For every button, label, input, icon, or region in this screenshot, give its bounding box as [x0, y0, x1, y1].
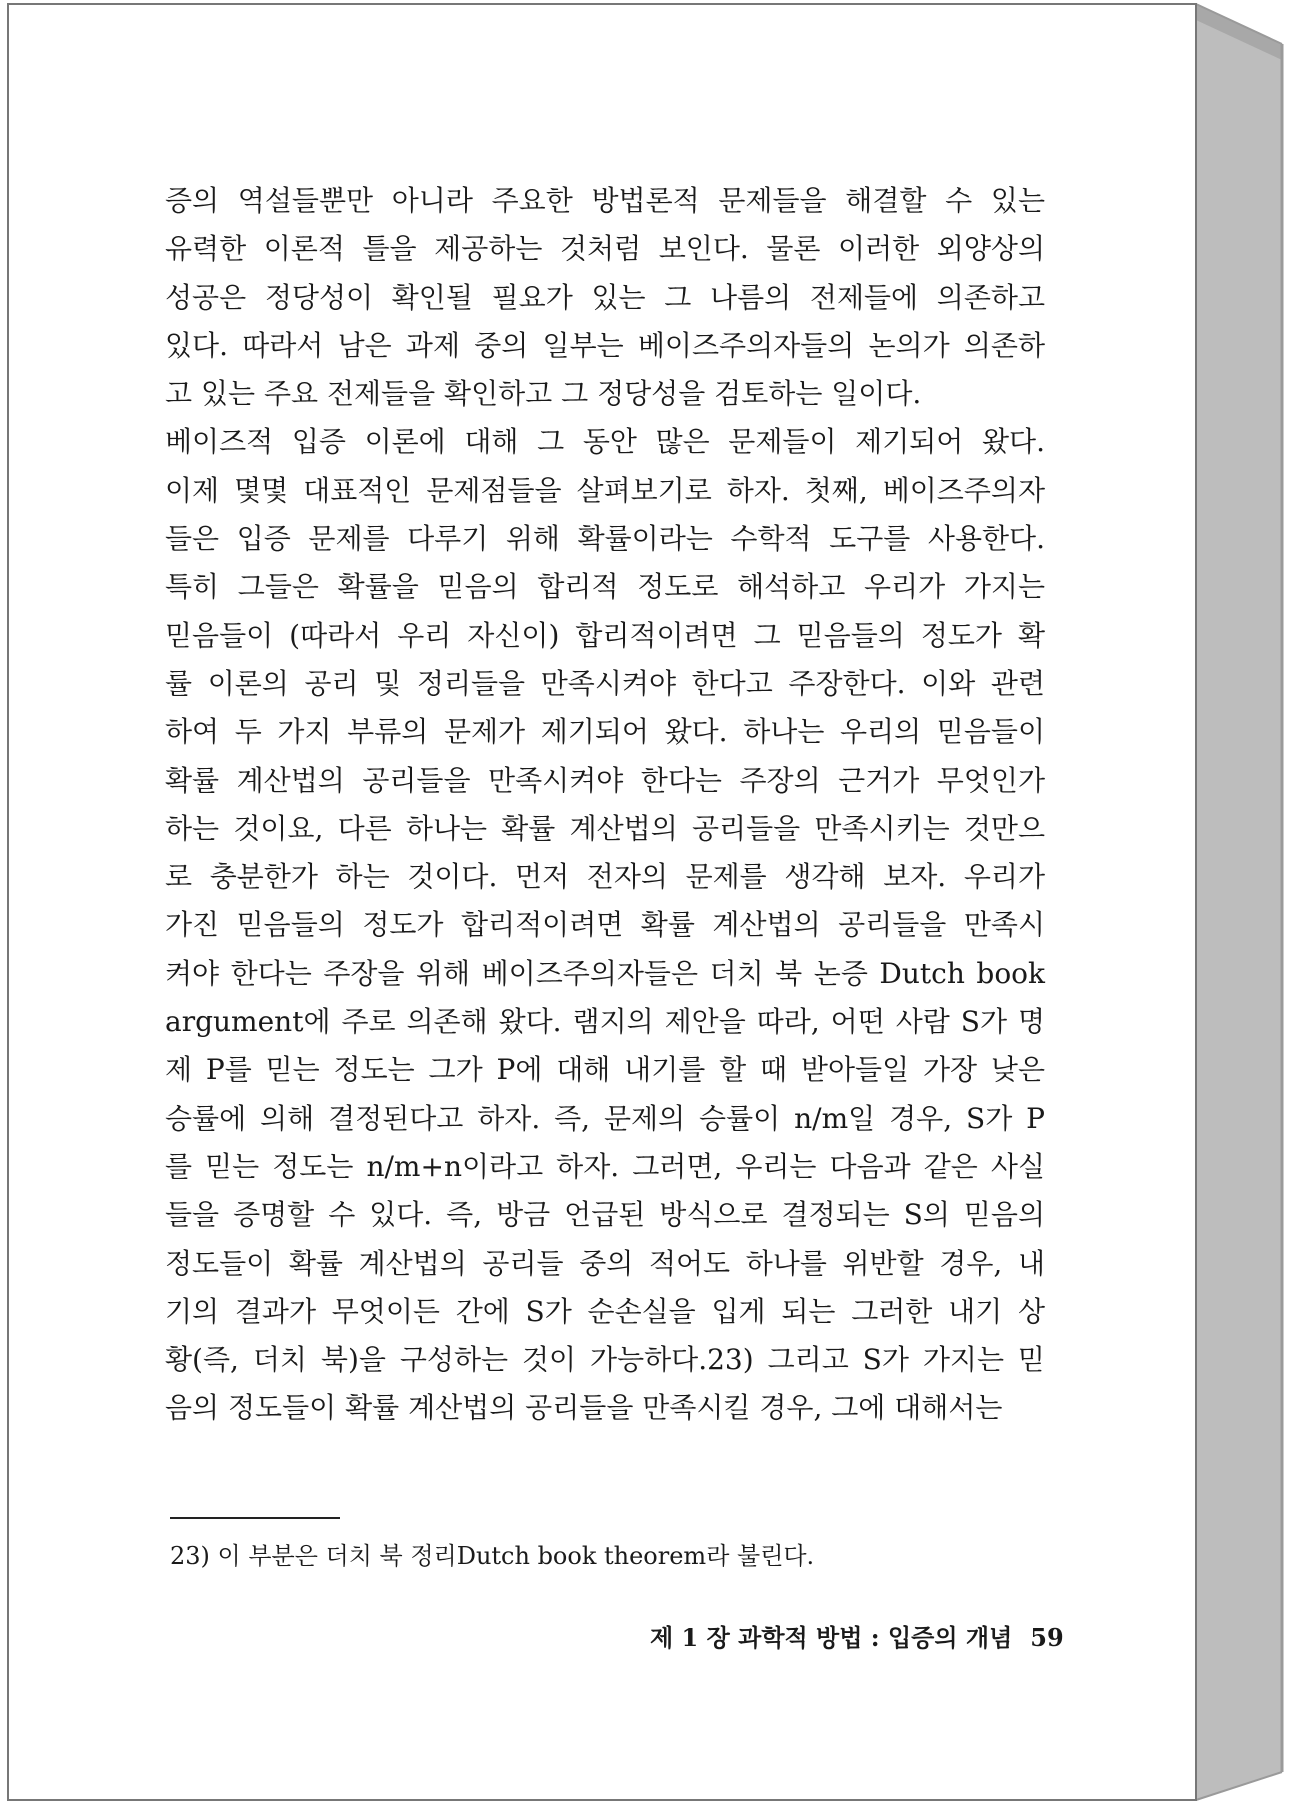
body-line: 고 있는 주요 전제들을 확인하고 그 정당성을 검토하는 일이다.: [165, 377, 922, 411]
body-line: 기의 결과가 무엇이든 간에 S가 순손실을 입게 되는 그러한 내기 상: [165, 1294, 1045, 1328]
body-line: 특히 그들은 확률을 믿음의 합리적 정도로 해석하고 우리가 가지는: [165, 570, 1045, 604]
body-line: 들을 증명할 수 있다. 즉, 방금 언급된 방식으로 결정되는 S의 믿음의: [165, 1198, 1045, 1232]
body-line: 확률 계산법의 공리들을 만족시켜야 한다는 주장의 근거가 무엇인가: [165, 763, 1045, 797]
body-line: 하여 두 가지 부류의 문제가 제기되어 왔다. 하나는 우리의 믿음들이: [165, 715, 1045, 749]
body-line: 이제 몇몇 대표적인 문제점들을 살펴보기로 하자. 첫째, 베이즈주의자: [165, 473, 1045, 507]
body-line: 음의 정도들이 확률 계산법의 공리들을 만족시킬 경우, 그에 대해서는: [165, 1391, 1003, 1425]
body-line: argument에 주로 의존해 왔다. 램지의 제안을 따라, 어떤 사람 S가 명: [165, 1005, 1045, 1039]
body-line: 가진 믿음들의 정도가 합리적이려면 확률 계산법의 공리들을 만족시: [165, 908, 1045, 942]
body-line: 유력한 이론적 틀을 제공하는 것처럼 보인다. 물론 이러한 외양상의: [165, 232, 1045, 266]
body-line: 하는 것이요, 다른 하나는 확률 계산법의 공리들을 만족시키는 것만으: [165, 811, 1045, 845]
footnote-23: 23) 이 부분은 더치 북 정리Dutch book theorem라 불린다.: [170, 1542, 815, 1570]
body-line: 성공은 정당성이 확인될 필요가 있는 그 나름의 전제들에 의존하고: [165, 280, 1045, 314]
body-line: 률 이론의 공리 및 정리들을 만족시켜야 한다고 주장한다. 이와 관련: [165, 666, 1045, 700]
body-line: 베이즈적 입증 이론에 대해 그 동안 많은 문제들이 제기되어 왔다.: [165, 425, 1045, 459]
running-title: 제 1 장 과학적 방법 : 입증의 개념: [650, 1623, 1013, 1652]
body-line: 있다. 따라서 남은 과제 중의 일부는 베이즈주의자들의 논의가 의존하: [165, 328, 1045, 362]
footnote-divider: [170, 1517, 340, 1519]
body-line: 정도들이 확률 계산법의 공리들 중의 적어도 하나를 위반할 경우, 내: [165, 1246, 1045, 1280]
body-line: 제 P를 믿는 정도는 그가 P에 대해 내기를 할 때 받아들일 가장 낮은: [165, 1053, 1045, 1087]
body-line: 로 충분한가 하는 것이다. 먼저 전자의 문제를 생각해 보자. 우리가: [165, 860, 1045, 894]
body-line: 황(즉, 더치 북)을 구성하는 것이 가능하다.23) 그리고 S가 가지는 믿: [165, 1343, 1045, 1377]
book-spine: [1196, 4, 1282, 1800]
body-line: 증의 역설들뿐만 아니라 주요한 방법론적 문제들을 해결할 수 있는: [165, 184, 1045, 217]
page-number: 59: [1030, 1623, 1064, 1652]
body-line: 믿음들이 (따라서 우리 자신이) 합리적이려면 그 믿음들의 정도가 확: [165, 618, 1045, 652]
body-line: 를 믿는 정도는 n/m+n이라고 하자. 그러면, 우리는 다음과 같은 사실: [165, 1149, 1045, 1183]
body-line: 켜야 한다는 주장을 위해 베이즈주의자들은 더치 북 논증 Dutch book: [165, 956, 1045, 990]
body-line: 승률에 의해 결정된다고 하자. 즉, 문제의 승률이 n/m일 경우, S가 P: [165, 1101, 1045, 1135]
page-footer: [650, 1618, 1064, 1653]
body-line: 들은 입증 문제를 다루기 위해 확률이라는 수학적 도구를 사용한다.: [165, 522, 1045, 556]
body-text: [165, 177, 1045, 1433]
